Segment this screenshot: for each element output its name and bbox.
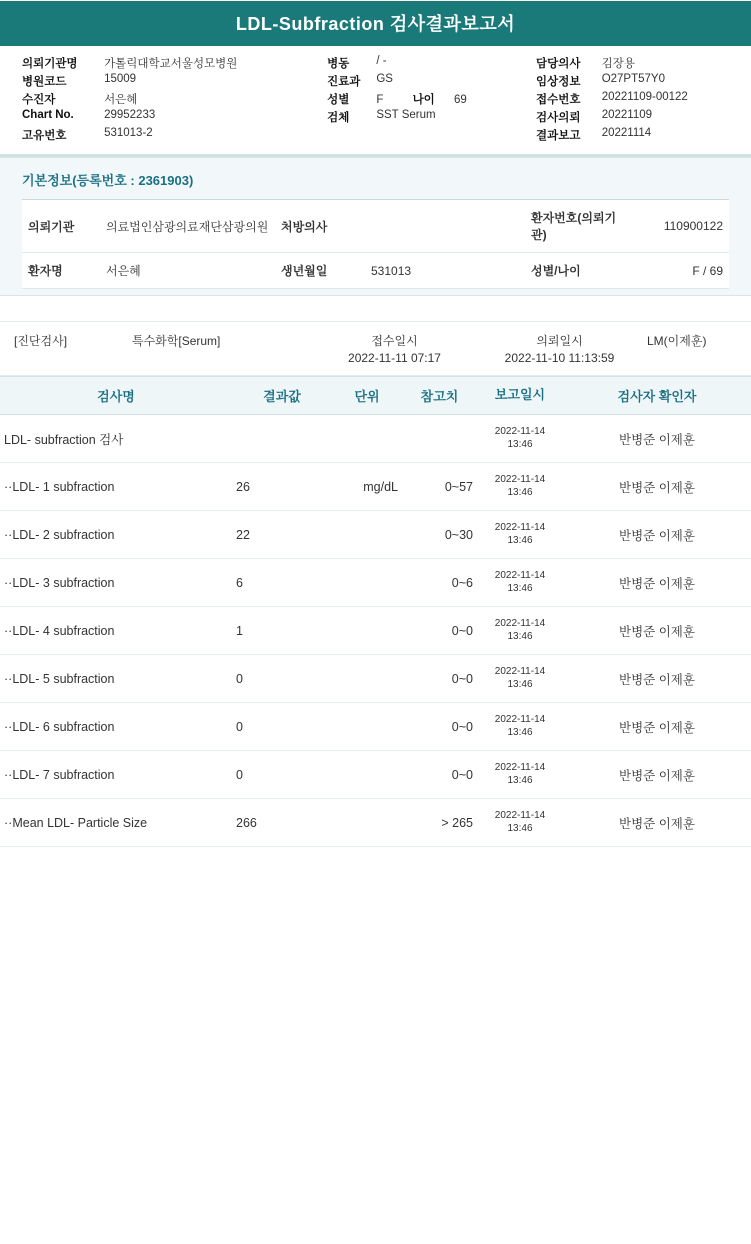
test-report-datetime [477,607,563,655]
referring-org-label: 의뢰기관 [22,200,100,253]
test-unit [332,511,402,559]
sex-value: F [376,94,384,106]
table-row [0,463,751,511]
report-date: 2022-11-14 [494,810,546,821]
test-name: ··LDL- 6 subfraction [0,703,232,751]
report-time: 13:46 [507,486,533,498]
test-unit [332,559,402,607]
test-result: 22 [232,511,332,559]
header-label: 병동 [327,58,350,70]
test-checker: 반병준 이제훈 [563,463,751,511]
spacer [510,126,536,144]
header-value: GS [376,73,393,85]
spacer [510,54,536,72]
test-checker: 반병준 이제훈 [563,559,751,607]
age-value: 69 [454,94,467,106]
patient-number-label: 환자번호(의뢰기관) [525,200,635,253]
test-checker: 반병준 이제훈 [563,703,751,751]
report-date: 2022-11-14 [494,714,546,725]
report-time: 13:46 [507,678,533,690]
header-value: / - [376,55,387,67]
test-unit [332,751,402,799]
header-label: 의뢰기관명 [22,58,78,70]
header-label: 고유번호 [22,130,67,142]
sex-age-value: F / 69 [635,253,729,289]
header-value: 서은혜 [104,94,138,106]
test-result: 0 [232,751,332,799]
report-time: 13:46 [507,582,533,594]
test-result: 0 [232,655,332,703]
table-row [0,511,751,559]
results-body [0,415,751,847]
table-row [0,607,751,655]
test-reference: 0~57 [402,463,477,511]
header-label: 접수번호 [536,94,581,106]
header-label: 검체 [327,112,350,124]
spacer [301,72,327,90]
exam-meta-row [0,322,751,376]
test-name: ··LDL- 7 subfraction [0,751,232,799]
test-name: ··Mean LDL- Particle Size [0,799,232,847]
test-name: LDL- subfraction 검사 [0,415,232,463]
test-report-datetime [477,415,563,463]
test-reference: 0~0 [402,703,477,751]
header-value: 15009 [104,73,137,85]
report-time: 13:46 [507,822,533,834]
report-time: 13:46 [507,630,533,642]
lab-name: LM(이제훈) [647,334,707,348]
spacer [301,126,327,144]
test-checker: 반병준 이제훈 [563,655,751,703]
test-unit [332,799,402,847]
test-result: 0 [232,703,332,751]
spacer [301,90,327,108]
exam-specimen: 특수화학[Serum] [132,334,221,348]
section-spacer [0,296,751,322]
table-row [22,200,729,253]
basic-info-section [0,157,751,296]
header-label: 결과보고 [536,130,581,142]
test-report-datetime [477,799,563,847]
report-time: 13:46 [507,726,533,738]
test-unit [332,415,402,463]
column-reference: 참고치 [402,377,477,415]
table-row [22,253,729,289]
spacer [376,126,510,144]
header-label: 임상정보 [536,76,581,88]
table-row [0,415,751,463]
test-checker: 반병준 이제훈 [563,799,751,847]
test-reference: 0~0 [402,751,477,799]
table-row [0,655,751,703]
test-reference [402,415,477,463]
spacer [301,54,327,72]
report-date: 2022-11-14 [494,522,546,533]
received-label: 접수일시 [371,334,418,348]
test-reference: 0~30 [402,511,477,559]
requested-value: 2022-11-10 11:13:59 [504,351,615,365]
report-time: 13:46 [507,774,533,786]
report-date: 2022-11-14 [494,426,546,437]
column-report-date: 보고일시 [477,377,563,415]
age-label: 나이 [412,94,435,106]
test-report-datetime [477,751,563,799]
test-report-datetime [477,511,563,559]
header-label: Chart No. [22,109,74,121]
birthdate-label: 생년월일 [275,253,365,289]
column-checker: 검사자 확인자 [563,377,751,415]
test-result: 266 [232,799,332,847]
header-value: 가톨릭대학교서울성모병원 [104,58,238,70]
test-reference: 0~0 [402,607,477,655]
header-label: 병원코드 [22,76,67,88]
sex-age-label: 성별/나이 [525,253,635,289]
test-checker: 반병준 이제훈 [563,511,751,559]
requested-label: 의뢰일시 [536,334,583,348]
column-result: 결과값 [232,377,332,415]
basic-info-title: 기본정보(등록번호 : 2361903) [22,173,194,188]
test-unit [332,607,402,655]
table-row [0,703,751,751]
test-name: ··LDL- 4 subfraction [0,607,232,655]
header-value [376,90,510,108]
report-date: 2022-11-14 [494,570,546,581]
requested-datetime [472,332,647,365]
header-value: 20221109 [601,109,652,121]
table-row [0,559,751,607]
header-label: 담당의사 [536,58,581,70]
report-date: 2022-11-14 [494,618,546,629]
test-name: ··LDL- 1 subfraction [0,463,232,511]
patient-number-value: 110900122 [635,200,729,253]
exam-category: [진단검사] [14,334,68,348]
test-checker: 반병준 이제훈 [563,751,751,799]
results-table [0,376,751,847]
test-result: 6 [232,559,332,607]
report-title: LDL-Subfraction 검사결과보고서 [0,0,751,46]
table-row [0,799,751,847]
test-unit [332,655,402,703]
test-result: 26 [232,463,332,511]
test-result [232,415,332,463]
table-row [0,751,751,799]
column-test-name: 검사명 [0,377,232,415]
header-value: SST Serum [376,109,436,121]
header-label: 수진자 [22,94,56,106]
test-unit: mg/dL [332,463,402,511]
report-time: 13:46 [507,534,533,546]
report-date: 2022-11-14 [494,474,546,485]
test-report-datetime [477,655,563,703]
header-label: 진료과 [327,76,361,88]
header-info-table [22,54,729,144]
spacer [510,108,536,126]
spacer [510,90,536,108]
report-date: 2022-11-14 [494,762,546,773]
prescribing-doctor-value [365,200,525,253]
spacer [510,72,536,90]
report-date: 2022-11-14 [494,666,546,677]
prescribing-doctor-label: 처방의사 [275,200,365,253]
birthdate-value: 531013 [365,253,525,289]
test-report-datetime [477,703,563,751]
spacer [301,108,327,126]
received-datetime [317,332,472,365]
header-value: O27PT57Y0 [601,73,665,85]
test-reference: 0~0 [402,655,477,703]
results-header-row [0,377,751,415]
report-time: 13:46 [507,438,533,450]
header-label: 검사의뢰 [536,112,581,124]
test-name: ··LDL- 5 subfraction [0,655,232,703]
header-label: 성별 [327,94,350,106]
patient-name-label: 환자명 [22,253,100,289]
test-reference: > 265 [402,799,477,847]
test-name: ··LDL- 2 subfraction [0,511,232,559]
referring-org-value: 의료법인삼광의료재단삼광의원 [100,200,275,253]
received-value: 2022-11-11 07:17 [348,351,441,365]
header-value: 29952233 [104,109,156,121]
header-value: 김장용 [601,58,636,70]
test-checker: 반병준 이제훈 [563,415,751,463]
column-unit: 단위 [332,377,402,415]
test-unit [332,703,402,751]
header-value: 531013-2 [104,127,153,139]
patient-name-value: 서은혜 [100,253,275,289]
header-value: 20221109-00122 [601,91,688,103]
spacer [327,126,376,144]
test-report-datetime [477,463,563,511]
test-report-datetime [477,559,563,607]
basic-info-table [22,199,729,289]
header-value: 20221114 [601,127,652,139]
test-checker: 반병준 이제훈 [563,607,751,655]
test-result: 1 [232,607,332,655]
test-name: ··LDL- 3 subfraction [0,559,232,607]
test-reference: 0~6 [402,559,477,607]
header-info [0,46,751,157]
